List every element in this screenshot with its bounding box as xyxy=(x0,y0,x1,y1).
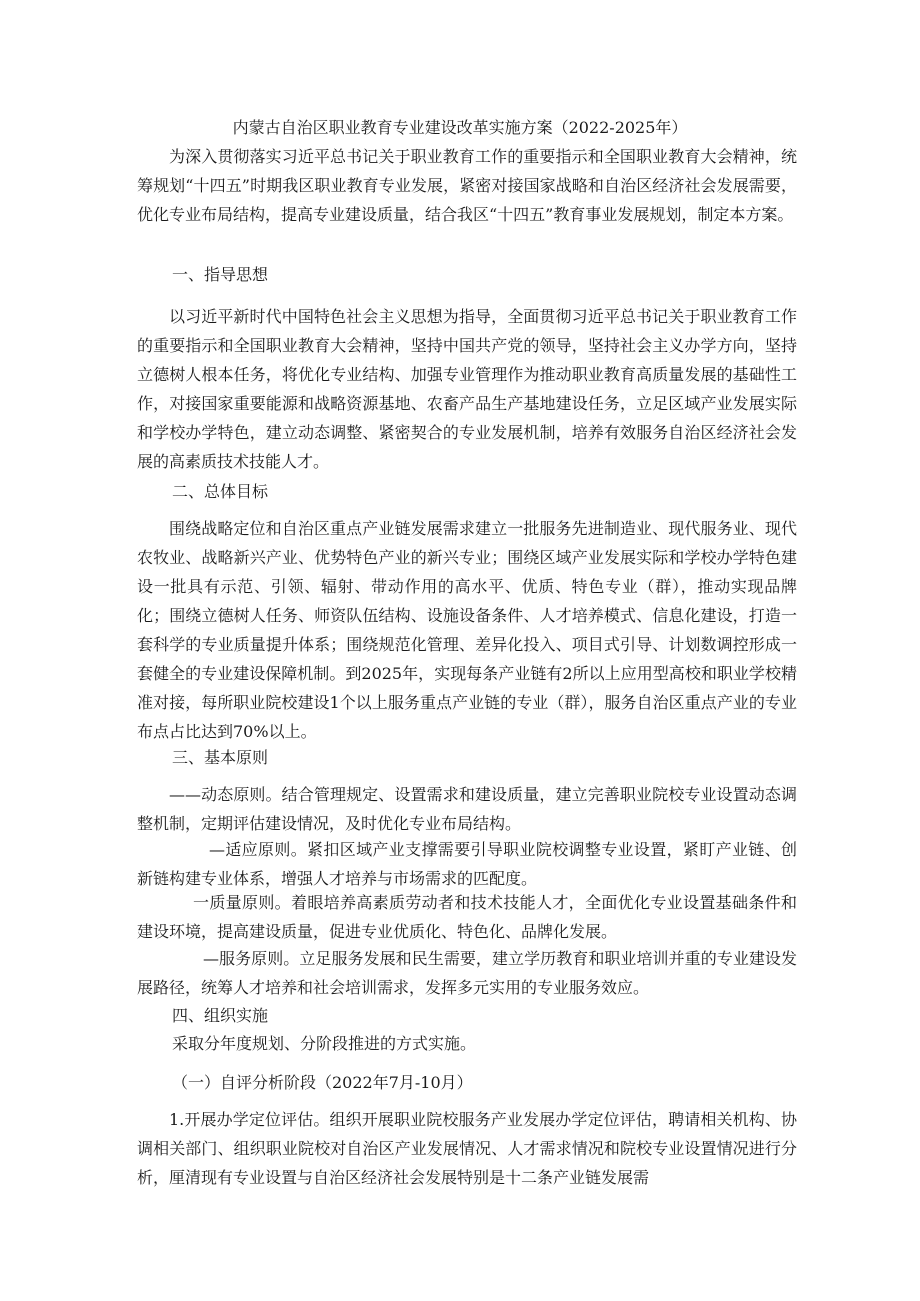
guiding-thought-paragraph: 以习近平新时代中国特色社会主义思想为指导，全面贯彻习近平总书记关于职业教育工作的重要指示和全国职业教育大会精神，坚持中国共产党的领导，坚持社会主义办学方向，坚持立德树人根本任务，将优化专业结构、加强专业管理作为推动职业教育高质量发展的基础性工作，对接国家重要能源和战略资源基地、农畜产品生产基地建设任务，立足区域产业发展实际和学校办学特色，建立动态调整、紧密契合的专业发展机制，培养有效服务自治区经济社会发展的高素质技术技能人才。 xyxy=(137,307,797,471)
principle-dynamic: ——动态原则。结合管理规定、设置需求和建设质量，建立完善职业院校专业设置动态调整机制，定期评估建设情况，及时优化专业布局结构。 xyxy=(137,785,797,833)
implementation-paragraph: 采取分年度规划、分阶段推进的方式实施。 xyxy=(172,1034,477,1053)
section-heading-4: 四、组织实施 xyxy=(172,1006,269,1025)
section-heading-2: 二、总体目标 xyxy=(172,482,269,501)
intro-paragraph: 为深入贯彻落实习近平总书记关于职业教育工作的重要指示和全国职业教育大会精神，统筹规划“十四五”时期我区职业教育专业发展，紧密对接国家战略和自治区经济社会发展需要，优化专业布局结构，提高专业建设质量，结合我区“十四五”教育事业发展规划，制定本方案。 xyxy=(137,147,797,224)
principle-quality: 一质量原则。着眼培养高素质劳动者和技术技能人才，全面优化专业设置基础条件和建设环境，提高建设质量，促进专业优质化、特色化、品牌化发展。 xyxy=(137,893,797,941)
principle-service: —服务原则。立足服务发展和民生需要，建立学历教育和职业培训并重的专业建设发展路径，统筹人才培养和社会培训需求，发挥多元实用的专业服务效应。 xyxy=(137,949,797,997)
document-title: 内蒙古自治区职业教育专业建设改革实施方案（2022-2025年） xyxy=(232,118,688,137)
overall-goal-paragraph: 围绕战略定位和自治区重点产业链发展需求建立一批服务先进制造业、现代服务业、现代农牧业、战略新兴产业、优势特色产业的新兴专业；围绕区域产业发展实际和学校办学特色建设一批具有示范、引领、辐射、带动作用的高水平、优质、特色专业（群），推动实现品牌化；围绕立德树人任务、师资队伍结构、设施设备条件、人才培养模式、信息化建设，打造一套科学的专业质量提升体系；围绕规范化管理、差异化投入、项目式引导、计划数调控形成一套健全的专业建设保障机制。到2025年，实现每条产业链有2所以上应用型高校和职业学校精准对接，每所职业院校建设1个以上服务重点产业链的专业（群），服务自治区重点产业的专业布点占比达到70%以上。 xyxy=(137,519,797,741)
section-heading-1: 一、指导思想 xyxy=(172,265,269,284)
principle-adapt: —适应原则。紧扣区域产业支撑需要引导职业院校调整专业设置，紧盯产业链、创新链构建专业体系，增强人才培养与市场需求的匹配度。 xyxy=(137,840,797,888)
section-heading-3: 三、基本原则 xyxy=(172,748,269,767)
stage-heading-1: （一）自评分析阶段（2022年7月-10月） xyxy=(172,1073,473,1092)
stage-1-paragraph: 1.开展办学定位评估。组织开展职业院校服务产业发展办学定位评估，聘请相关机构、协调相关部门、组织职业院校对自治区产业发展情况、人才需求情况和院校专业设置情况进行分析，厘清现有专业设置与自治区经济社会发展特别是十二条产业链发展需 xyxy=(137,1110,797,1187)
